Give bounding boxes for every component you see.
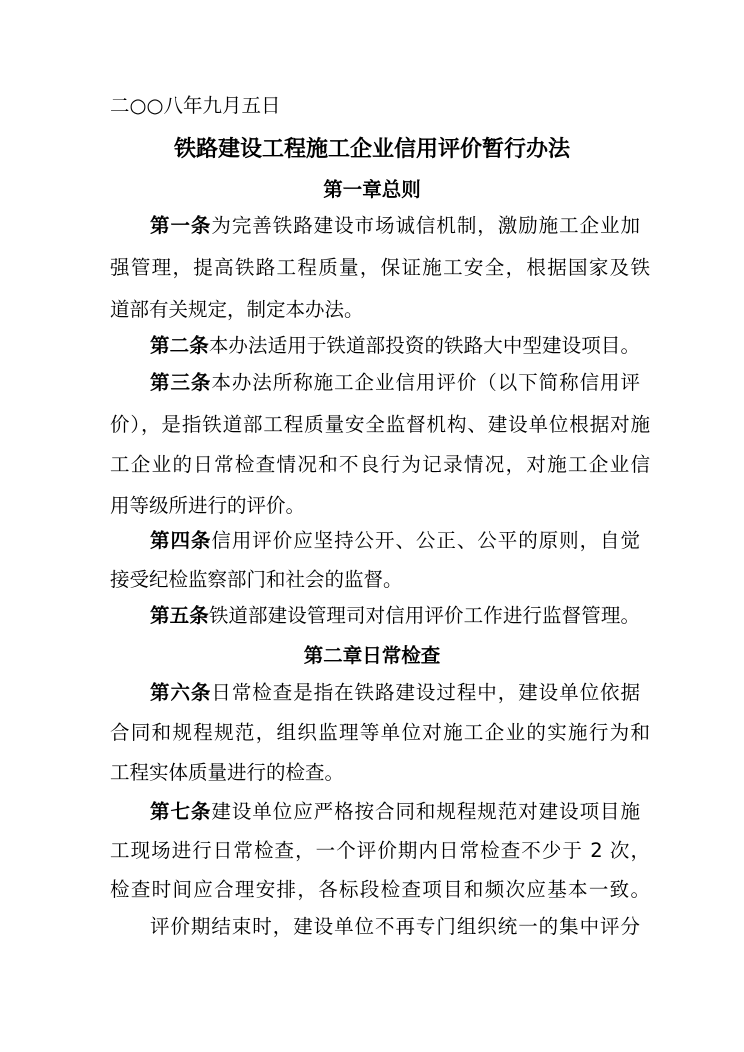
article-6-label: 第六条 <box>150 681 212 704</box>
article-7-line-1 <box>150 799 640 825</box>
article-1-line-1 <box>150 213 640 239</box>
chapter-heading-2: 第二章日常检查 <box>303 644 441 667</box>
article-7-line-3: 检查时间应合理安排，各标段检查项目和频次应基本一致。 <box>110 878 650 901</box>
document-title: 铁路建设工程施工企业信用评价暂行办法 <box>173 137 570 162</box>
article-6-text: 日常检查是指在铁路建设过程中，建设单位依据 <box>211 681 640 704</box>
article-2-line-1 <box>150 333 640 359</box>
article-4-line-2: 接受纪检监察部门和社会的监督。 <box>110 568 403 591</box>
article-3-line-3: 工企业的日常检查情况和不良行为记录情况，对施工企业信 <box>110 453 650 476</box>
paragraph-evaluation-end: 评价期结束时，建设单位不再专门组织统一的集中评分 <box>150 915 640 938</box>
article-5-line-1 <box>150 603 640 629</box>
article-7-label: 第七条 <box>150 800 212 823</box>
article-5-text: 铁道部建设管理司对信用评价工作进行监督管理。 <box>208 604 640 627</box>
document-date: 二○○八年九月五日 <box>110 94 281 117</box>
article-4-line-1 <box>150 528 640 554</box>
article-2-label: 第二条 <box>150 334 209 357</box>
article-4-text: 信用评价应坚持公开、公正、公平的原则，自觉 <box>211 529 640 552</box>
article-4-label: 第四条 <box>150 529 212 552</box>
article-1-text: 为完善铁路建设市场诚信机制，激励施工企业加 <box>211 214 640 237</box>
article-3-line-4: 用等级所进行的评价。 <box>110 494 306 517</box>
article-1-line-3: 道部有关规定，制定本办法。 <box>110 298 364 321</box>
article-6-line-2: 合同和规程规范，组织监理等单位对施工企业的实施行为和 <box>110 721 650 744</box>
article-6-line-1 <box>150 680 640 706</box>
article-6-line-3: 工程实体质量进行的检查。 <box>110 761 345 784</box>
article-3-label: 第三条 <box>150 371 212 394</box>
article-7-line-2: 工现场进行日常检查，一个评价期内日常检查不少于 2 次， <box>110 839 650 862</box>
chapter-heading-1: 第一章总则 <box>323 178 421 201</box>
article-3-line-2: 价），是指铁道部工程质量安全监督机构、建设单位根据对施 <box>110 413 650 436</box>
article-5-label: 第五条 <box>150 604 209 627</box>
article-2-text: 本办法适用于铁道部投资的铁路大中型建设项目。 <box>208 334 640 357</box>
article-1-line-2: 强管理，提高铁路工程质量，保证施工安全，根据国家及铁 <box>110 256 650 279</box>
article-1-label: 第一条 <box>150 214 212 237</box>
article-7-text: 建设单位应严格按合同和规程规范对建设项目施 <box>211 800 640 823</box>
article-3-line-1 <box>150 370 640 396</box>
article-3-text: 本办法所称施工企业信用评价（以下简称信用评 <box>211 371 640 394</box>
